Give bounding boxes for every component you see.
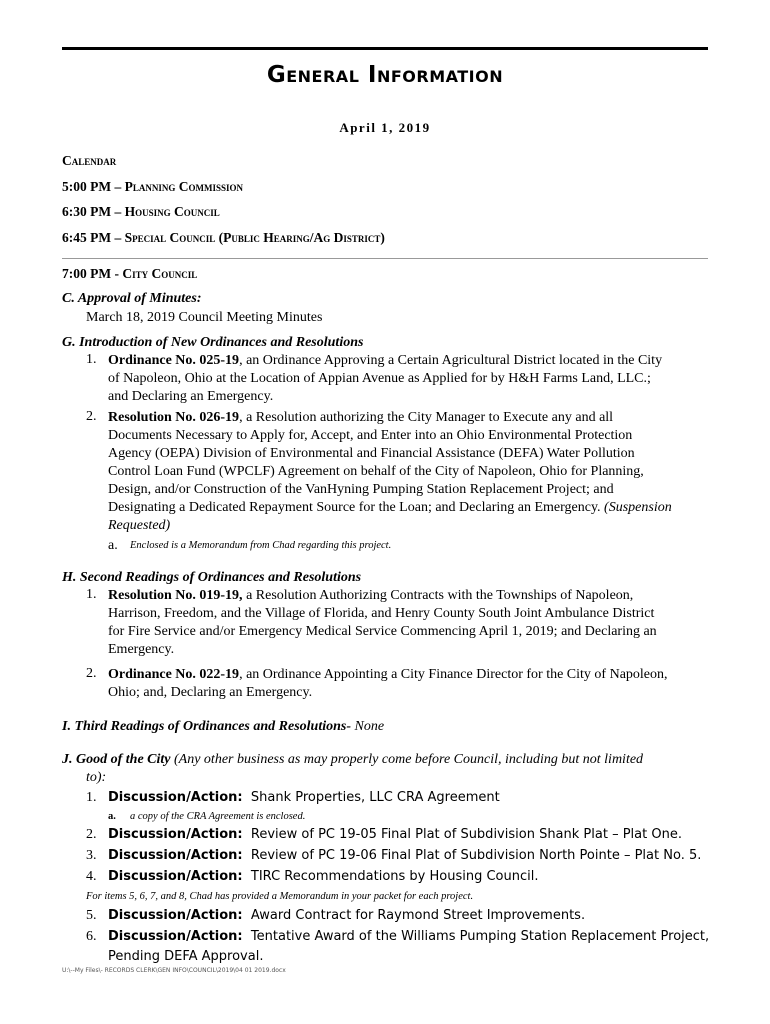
h-item-1-title: Resolution No. 019-19,: [108, 588, 243, 603]
j-item-5-text: Discussion/Action: Award Contract for Raymond Street Improvements.: [108, 908, 586, 923]
calendar-divider: [62, 258, 708, 259]
j-item-1-sub-number: a.: [108, 811, 116, 822]
calendar-item-housing: 6:30 PM – Housing Council: [62, 204, 220, 219]
h-item-1-text: Resolution No. 019-19, a Resolution Authorizing Contracts with the Townships of Napoleon, Harrison, Freedom, and the Village of Florida, and Henry County South Joint Ambulance District for Fire Service and/or Emergency Medical Service Commencing April 1, 2019; and Declaring an Emergency.: [108, 588, 657, 657]
section-c-text: March 18, 2019 Council Meeting Minutes: [86, 310, 323, 325]
top-rule: [62, 47, 708, 50]
j-item-1-text: Discussion/Action: Shank Properties, LLC CRA Agreement: [108, 790, 500, 805]
h-item-2-number: 2.: [86, 666, 97, 681]
g-item-2-sub-text: Enclosed is a Memorandum from Chad regarding this project.: [130, 540, 392, 551]
h-item-1-number: 1.: [86, 587, 97, 602]
g-item-2-text: Resolution No. 026-19, a Resolution authorizing the City Manager to Execute any and all Documents Necessary to Apply for, Accept, and Enter into an Ohio Environmental Protection Agency (OEPA) Division of Environmental and Financial Assistance (DEFA) Water Pollution Control Loan Fund (WPCLF) Agreement on behalf of the City of Napoleon, Ohio for Planning, Design, and/or Construction of the VanHyning Pumping Station Replacement Project; and Designating a Dedicated Repayment Source for the Loan; and Declaring an Emergency. (Suspension Requested): [108, 410, 672, 533]
section-h-heading: H. Second Readings of Ordinances and Resolutions: [62, 570, 362, 585]
meeting-date: April 1, 2019: [339, 120, 431, 135]
j-item-2-text: Discussion/Action: Review of PC 19-05 Final Plat of Subdivision Shank Plat – Plat One.: [108, 827, 682, 842]
calendar-item-special: 6:45 PM – Special Council (Public Hearing/Ag District): [62, 230, 385, 245]
j-item-2-number: 2.: [86, 827, 97, 842]
section-j-heading: J. Good of the City (Any other business as may properly come before Council, including but not limited to):: [62, 752, 644, 785]
j-item-1-number: 1.: [86, 790, 97, 805]
j-item-6-text: Discussion/Action: Tentative Award of the Williams Pumping Station Replacement Project, Pending DEFA Approval.: [108, 929, 710, 964]
g-item-2-title: Resolution No. 026-19: [108, 410, 240, 425]
j-item-3-number: 3.: [86, 848, 97, 863]
h-item-2-text: Ordinance No. 022-19, an Ordinance Appointing a City Finance Director for the City of Napoleon, Ohio; and, Declaring an Emergency.: [108, 667, 668, 700]
g-item-1-text: Ordinance No. 025-19, an Ordinance Approving a Certain Agricultural District located in the City of Napoleon, Ohio at the Location of Appian Avenue as Applied for by H&H Farms Land, LLC.; and Declaring an Emergency.: [108, 353, 663, 404]
j-item-5-number: 5.: [86, 908, 97, 923]
section-c-heading: C. Approval of Minutes:: [62, 291, 202, 306]
g-item-2-number: 2.: [86, 409, 97, 424]
calendar-item-planning: 5:00 PM – Planning Commission: [62, 179, 243, 194]
g-item-1-title: Ordinance No. 025-19: [108, 353, 240, 368]
j-item-3-text: Discussion/Action: Review of PC 19-06 Final Plat of Subdivision North Pointe – Plat No. 5.: [108, 848, 702, 863]
section-i-heading: I. Third Readings of Ordinances and Resolutions- None: [62, 719, 385, 734]
j-item-1-sub-text: a copy of the CRA Agreement is enclosed.: [130, 811, 306, 822]
j-item-4-text: Discussion/Action: TIRC Recommendations by Housing Council.: [108, 869, 539, 884]
section-g-heading: G. Introduction of New Ordinances and Resolutions: [62, 335, 364, 350]
j-projects-note: For items 5, 6, 7, and 8, Chad has provided a Memorandum in your packet for each project.: [86, 891, 474, 902]
file-path-footer: U:\--My Files\- RECORDS CLERK\GEN INFO\COUNCIL\2019\04 01 2019.docx: [62, 967, 286, 974]
calendar-label: Calendar: [62, 153, 117, 168]
j-item-6-number: 6.: [86, 929, 97, 944]
page-title: General Information: [266, 62, 504, 88]
g-item-2-sub-number: a.: [108, 538, 118, 553]
h-item-2-title: Ordinance No. 022-19: [108, 667, 240, 682]
j-item-4-number: 4.: [86, 869, 97, 884]
g-item-1-number: 1.: [86, 352, 97, 367]
calendar-item-city-council: 7:00 PM - City Council: [62, 266, 198, 281]
